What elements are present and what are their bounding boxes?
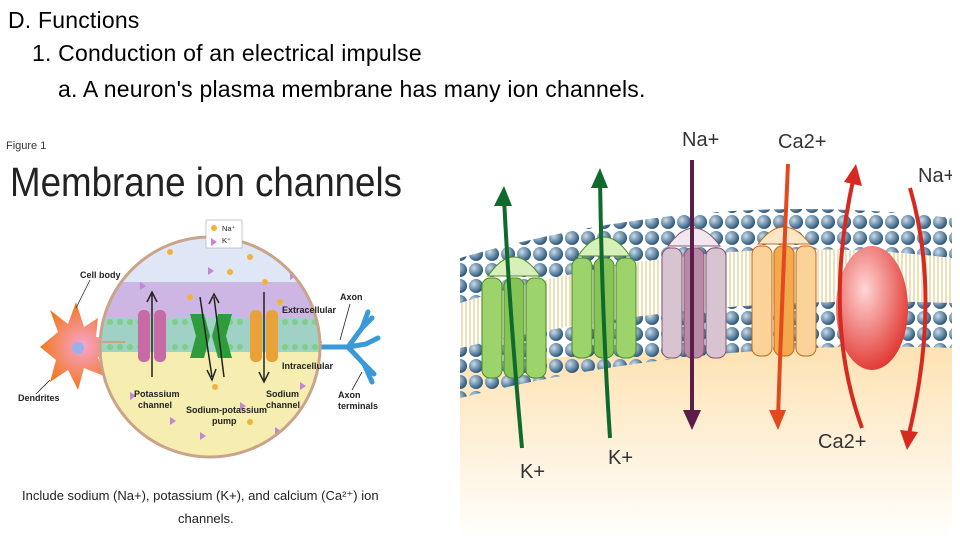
exchanger-protein [836,246,908,370]
label-axon-terminals-2: terminals [338,401,379,411]
legend-k: K⁺ [222,236,231,245]
figure-number: Figure 1 [6,140,47,152]
outline-heading: D. Functions [8,7,140,33]
label-potassium-2: channel [138,400,173,410]
outline-point: a. A neuron's plasma membrane has many ion channels. [58,76,646,102]
label-dendrites: Dendrites [18,393,60,403]
label-sodium-1: Sodium [266,389,299,399]
label-na-top: Na+ [682,129,720,151]
outline-subheading: 1. Conduction of an electrical impulse [32,40,422,66]
label-cell-body: Cell body [80,270,121,280]
figure-caption-2: channels. [178,511,234,526]
axon-terminals [322,312,378,382]
membrane-diagram-svg [0,132,410,532]
label-pump-1: Sodium-potassium [186,405,268,415]
ion-legend [206,220,242,248]
label-axon: Axon [340,292,363,302]
label-pump-2: pump [212,416,237,426]
label-na-right: Na+ [918,165,952,187]
label-ca-top: Ca2+ [778,131,827,153]
label-ca-bottom: Ca2+ [818,431,867,453]
legend-na: Na⁺ [222,224,236,233]
label-k-2: K+ [608,447,634,469]
label-axon-terminals-1: Axon [338,390,361,400]
figure-title: Membrane ion channels [10,159,402,205]
label-sodium-2: channel [266,400,301,410]
label-extracellular: Extracellular [282,305,337,315]
membrane-zoom [100,237,320,462]
figure-caption-1: Include sodium (Na+), potassium (K+), and calcium (Ca²⁺) ion [22,488,379,503]
label-k-1: K+ [520,461,546,483]
membrane-ion-channels-figure [0,132,410,532]
ion-channel-svg [452,118,952,540]
label-potassium-1: Potassium [134,389,180,399]
ion-channel-membrane-figure [452,118,952,540]
label-intracellular: Intracellular [282,361,334,371]
